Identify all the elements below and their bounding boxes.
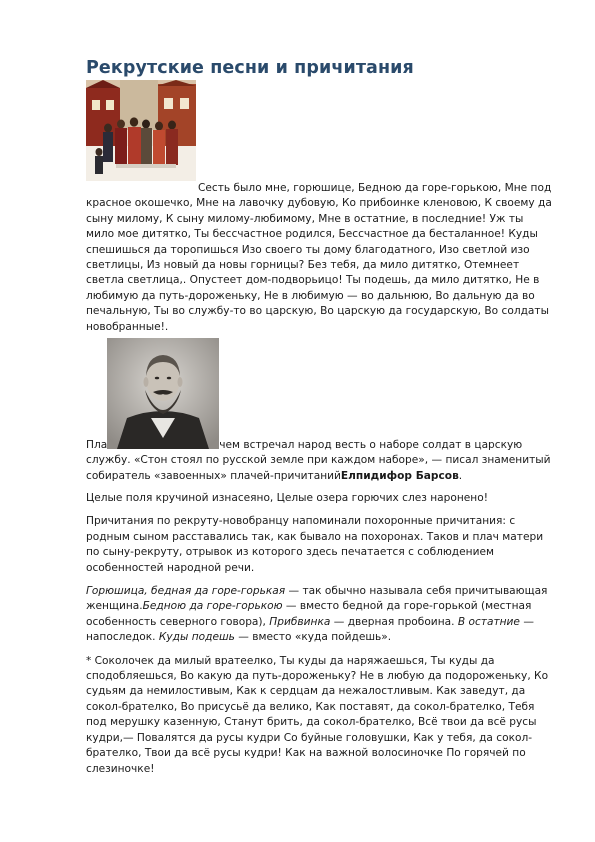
glossary-definition: — вместо бедной да горе-горькой (местная особенность северного говора), xyxy=(86,600,532,628)
song-paragraph: * Соколочек да милый вратеелко, Ты куды да наряжаешься, Ты куды да сподобляешься, Во какую да путь-дороженьку? Не в любую да подороженьку, Ко судьям да немилостивым, Как к сердцам да нежалостливым. Как заведут, да сокол-брателко, Во присусьё да велико, Как поставят, да сокол-брателко, Тебя под мерушку казенную, Станут брить, да сокол-брателко, Всё твои да всё русы кудри,— Повалятся да русы кудри Со буйные головушки, Как у тебя, да сокол-брателко, Твои да всё русы кудри! Как на важной волосиночке По горячей по слезиночке! xyxy=(86,654,549,775)
glossary-definition: — вместо «куда пойдешь». xyxy=(234,631,392,644)
glossary-definition: — дверная пробоина. xyxy=(330,615,458,628)
glossary-paragraph xyxy=(86,584,552,646)
glossary-term: Прибвинка xyxy=(269,615,331,628)
intro-end: . xyxy=(458,469,463,482)
barsov-portrait-image xyxy=(107,338,219,449)
glossary-term: Бедною да горе-горькою xyxy=(142,600,283,613)
glossary-definition: — напоследок. xyxy=(86,615,534,644)
lament-paragraph: Сесть было мне, горюшице, Бедною да горе-горькою, Мне под красное окошечко, Мне на лавочку дубовую, Ко прибоинке кленовою, К своему да сыну милому, К сыну милому-любимому, Мне в остатние, в последние! Уж ты мило мое дитятко, Ты бессчастное родился, Бессчастное да бесталанное! Куды спешишься да торопишься Изо своего ты дому благодатного, Изо светлой изо светлицы, Из новый да новы горницы? Без тебя, да мило дитятко, Отемнеет светла светлица,. Опустеет дом-подворьицо! Ты подешь, да мило дитятко, Не в любимую да путь-дороженьку, Не в любимую — во дальнюю, Во дальную да во печальную, Ты во службу-то во царскую, Во царскую да государскую, Во солдаты новобранные!. xyxy=(86,182,552,333)
intro-paragraph xyxy=(86,438,552,484)
glossary-term: Куды подешь xyxy=(158,631,235,644)
intro-rest: чем встречал народ весть о наборе солдат в царскую службу. «Стон стоял по русской земле при каждом наборе», — писал знаменитый собиратель «завоенных» плачей-причитаний xyxy=(86,439,551,482)
intro-start: Пла xyxy=(86,439,108,451)
glossary-term: Горюшица, бедная да горе-горькая xyxy=(86,585,286,598)
body-text xyxy=(86,491,552,785)
page-title: Рекрутские песни и причитания xyxy=(86,58,414,78)
glossary-definition: — так обычно называла себя причитывающая женщина. xyxy=(86,585,548,613)
quote-paragraph: Целые поля кручиной изнасеяно, Целые озера горючих слез наронено! xyxy=(86,492,488,504)
explanation-paragraph: Причитания по рекруту-новобранцу напоминали похоронные причитания: с родным сыном расставались так, как бывало на похоронах. Таков и плач матери по сыну-рекруту, отрывок из которого здесь печатается с соблюдением особенностей народной речи. xyxy=(86,515,544,574)
glossary-term: В остатние xyxy=(457,615,520,628)
recruits-painting-image xyxy=(86,80,196,181)
author-name: Елпидифор Барсов xyxy=(340,469,459,482)
image-gap xyxy=(107,438,219,448)
